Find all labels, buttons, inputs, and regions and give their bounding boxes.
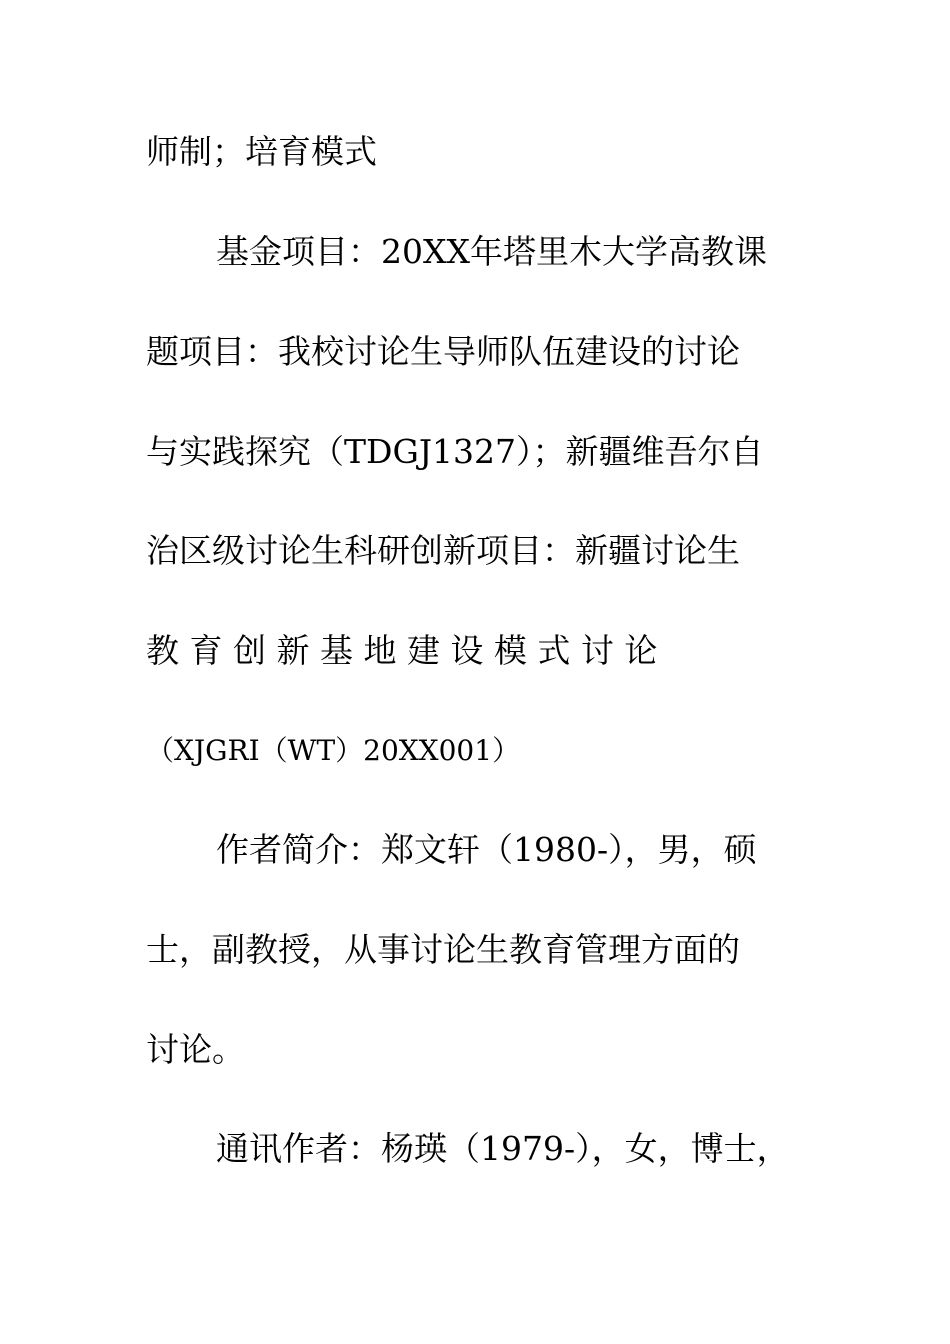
funding-paragraph-line-2: 题项目：我校讨论生导师队伍建设的讨论 [146, 332, 740, 371]
author-bio-line-1: 作者简介：郑文轩（1980-），男，硕 [216, 830, 757, 869]
author-bio-line-2: 士，副教授，从事讨论生教育管理方面的 [146, 930, 740, 969]
funding-paragraph-line-6: （XJGRI（WT）20XX001） [146, 734, 521, 767]
corresponding-author-line: 通讯作者：杨瑛（1979-），女，博士， [216, 1129, 790, 1168]
funding-paragraph-line-3: 与实践探究（TDGJ1327）；新疆维吾尔自 [146, 432, 764, 471]
keywords-line-continued: 师制；培育模式 [146, 132, 377, 171]
funding-paragraph-line-4: 治区级讨论生科研创新项目：新疆讨论生 [146, 531, 740, 570]
author-bio-line-3: 讨论。 [146, 1030, 245, 1069]
funding-paragraph-line-5: 教 育 创 新 基 地 建 设 模 式 讨 论 [146, 631, 658, 670]
funding-paragraph-line-1: 基金项目：20XX年塔里木大学高教课 [216, 232, 767, 271]
